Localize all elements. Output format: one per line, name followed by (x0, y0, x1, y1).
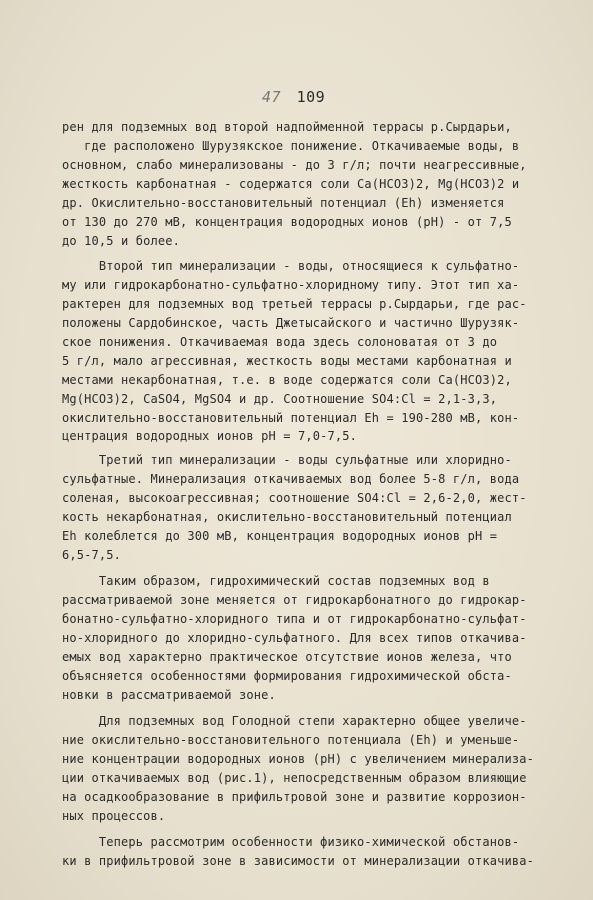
text-line: ние окислительно-восстановительного потенциала (Eh) и уменьше- (62, 733, 520, 747)
text-line: основном, слабо минерализованы - до 3 г/л; почти неагрессивные, (62, 158, 527, 172)
text-line: положены Сардобинское, часть Джетысайского и частично Шурузяк- (62, 316, 520, 330)
text-line: центрация водородных ионов pH = 7,0-7,5. (62, 429, 357, 443)
text-line: местами некарбонатная, т.е. в воде содержатся соли Ca(HCO3)2, (62, 373, 512, 387)
text-line: до 10,5 и более. (62, 234, 180, 248)
text-line: ции откачиваемых вод (рис.1), непосредственным образом влияющие (62, 771, 527, 785)
text-line: рен для подземных вод второй надпойменной террасы р.Сырдарьи, (62, 120, 512, 134)
text-line: рассматриваемой зоне меняется от гидрокарбонатного до гидрокар- (62, 593, 527, 607)
text-line: где расположено Шурузякское понижение. Откачиваемые воды, в (62, 139, 520, 153)
text-line: бонатно-сульфатно-хлоридного типа и от гидрокарбонатно-сульфат- (62, 612, 527, 626)
text-line: соленая, высокоагрессивная; соотношение SO4:Cl = 2,6-2,0, жест- (62, 491, 527, 505)
text-line: на осадкообразование в прифильтровой зоне и развитие коррозион- (62, 790, 527, 804)
text-line: Теперь рассмотрим особенности физико-химической обстанов- (62, 835, 520, 849)
text-line: окислительно-восстановительный потенциал Eh = 190-280 мВ, кон- (62, 411, 520, 425)
page-header (262, 88, 325, 106)
text-line: 5 г/л, мало агрессивная, жесткость воды местами карбонатная и (62, 354, 512, 368)
text-line: ское понижения. Откачиваемая вода здесь солоноватая от 3 до (62, 335, 498, 349)
text-line: ние концентрации водородных ионов (pH) с увеличением минерализа- (62, 752, 534, 766)
text-line: жесткость карбонатная - содержатся соли Ca(HCO3)2, Mg(HCO3)2 и (62, 177, 520, 191)
text-line: но-хлоридного до хлоридно-сульфатного. Для всех типов откачива- (62, 631, 527, 645)
text-line: Eh колеблется до 300 мВ, концентрация водородных ионов pH = (62, 529, 498, 543)
handwritten-page-note: 47 (262, 88, 282, 106)
text-line: др. Окислительно-восстановительный потенциал (Eh) изменяется (62, 196, 505, 210)
text-line: Второй тип минерализации - воды, относящиеся к сульфатно- (62, 259, 520, 273)
text-line: объясняется особенностями формирования гидрохимической обста- (62, 669, 512, 683)
text-line: сульфатные. Минерализация откачиваемых вод более 5-8 г/л, вода (62, 472, 520, 486)
text-line: новки в рассматриваемой зоне. (62, 688, 276, 702)
text-line: Mg(HCO3)2, CaSO4, MgSO4 и др. Соотношение SO4:Cl = 2,1-3,3, (62, 392, 498, 406)
text-line: от 130 до 270 мВ, концентрация водородных ионов (pH) - от 7,5 (62, 215, 512, 229)
text-line: 6,5-7,5. (62, 548, 121, 562)
text-line: Для подземных вод Голодной степи характерно общее увеличе- (62, 714, 527, 728)
text-line: ки в прифильтровой зоне в зависимости от минерализации откачива- (62, 854, 534, 868)
text-line: Третий тип минерализации - воды сульфатные или хлоридно- (62, 453, 512, 467)
text-line: му или гидрокарбонатно-сульфатно-хлоридному типу. Этот тип ха- (62, 278, 520, 292)
text-line: ных процессов. (62, 809, 166, 823)
text-line: Таким образом, гидрохимический состав подземных вод в (62, 574, 490, 588)
text-line: рактерен для подземных вод третьей террасы р.Сырдарьи, где рас- (62, 297, 527, 311)
text-line: емых вод характерно практическое отсутствие ионов железа, что (62, 650, 512, 664)
text-line: кость некарбонатная, окислительно-восстановительный потенциал (62, 510, 512, 524)
page-number: 109 (296, 88, 326, 106)
